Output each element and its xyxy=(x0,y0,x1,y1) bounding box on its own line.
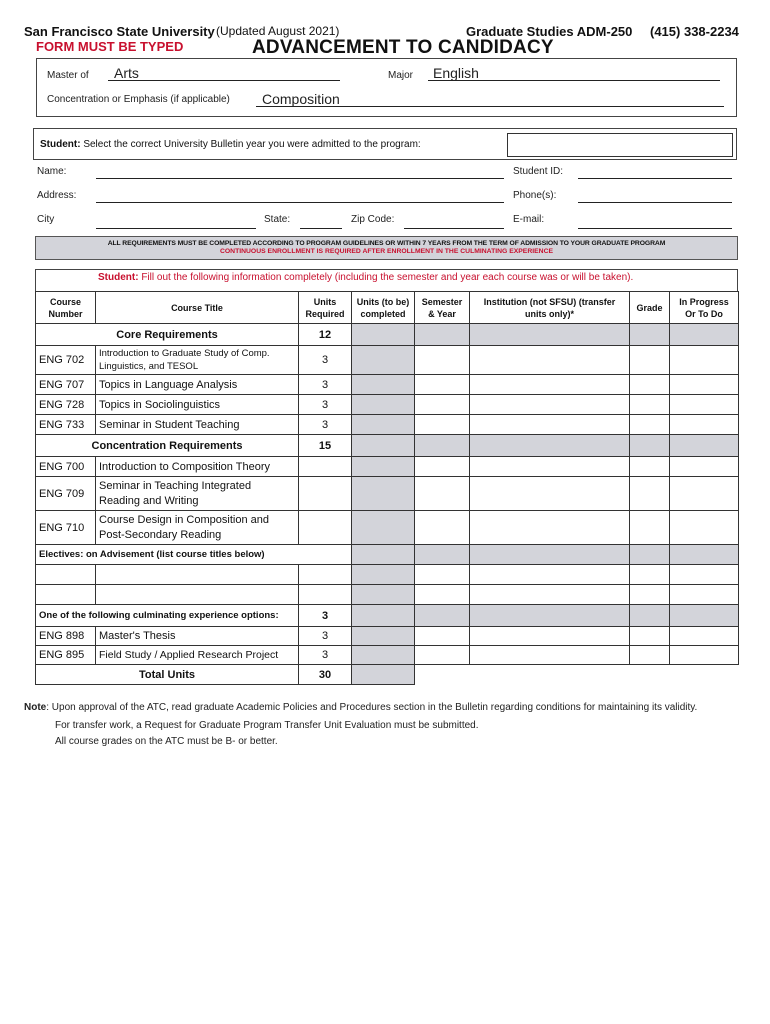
units-completed-cell[interactable] xyxy=(352,511,415,545)
culminating-units: 3 xyxy=(299,605,352,627)
units-completed-cell[interactable] xyxy=(352,395,415,415)
course-title: Master's Thesis xyxy=(96,627,299,646)
table-row xyxy=(36,346,739,375)
units-required xyxy=(299,457,352,477)
gray-cell xyxy=(352,545,415,565)
course-number: ENG 895 xyxy=(36,646,96,665)
course-number: ENG 733 xyxy=(36,415,96,435)
semester-cell[interactable] xyxy=(415,395,470,415)
in-progress-cell[interactable] xyxy=(670,395,739,415)
program-box xyxy=(36,58,737,117)
grade-cell[interactable] xyxy=(630,457,670,477)
gray-cell xyxy=(470,324,630,346)
in-progress-cell[interactable] xyxy=(670,375,739,395)
student-id-label: Student ID: xyxy=(513,166,564,177)
note-text: : Upon approval of the ATC, read graduate Academic Policies and Procedures section in the Bulletin regarding conditions for maintaining its validity. xyxy=(46,702,698,713)
institution-cell[interactable] xyxy=(470,375,630,395)
units-required: 3 xyxy=(299,627,352,646)
master-of-line xyxy=(108,80,340,81)
units-completed-cell[interactable] xyxy=(352,585,415,605)
units-completed-cell[interactable] xyxy=(352,457,415,477)
gray-cell xyxy=(415,435,470,457)
city-label: City xyxy=(37,214,55,225)
phone-label: Phone(s): xyxy=(513,190,557,201)
in-progress-cell[interactable] xyxy=(670,415,739,435)
units-completed-cell[interactable] xyxy=(352,477,415,511)
banner-line-1: ALL REQUIREMENTS MUST BE COMPLETED ACCORDING TO PROGRAM GUIDELINES OR WITHIN 7 YEARS FROM THE TERM OF ADMISSION TO YOUR GRADUATE PROGRAM xyxy=(107,240,666,247)
culminating-section-row xyxy=(36,605,739,627)
in-progress-cell[interactable] xyxy=(670,646,739,665)
course-title: Seminar in Teaching Integrated Reading and Writing xyxy=(96,477,299,511)
course-title: Course Design in Composition and Post-Secondary Reading xyxy=(96,511,299,545)
course-number: ENG 898 xyxy=(36,627,96,646)
gray-cell xyxy=(352,324,415,346)
units-required: 3 xyxy=(299,375,352,395)
semester-cell[interactable] xyxy=(415,627,470,646)
institution-cell[interactable] xyxy=(470,585,630,605)
header-course-number: Course Number xyxy=(36,292,96,324)
requirements-banner xyxy=(35,236,738,260)
semester-cell[interactable] xyxy=(415,477,470,511)
banner-line-2: CONTINUOUS ENROLLMENT IS REQUIRED AFTER ENROLLMENT IN THE CULMINATING EXPERIENCE xyxy=(219,248,554,255)
total-units-value: 30 xyxy=(299,665,352,685)
address-field[interactable] xyxy=(96,202,504,203)
instruction-student-label: Student: xyxy=(98,272,139,283)
institution-cell[interactable] xyxy=(470,565,630,585)
courses-table xyxy=(35,291,739,685)
instruction-text: Fill out the following information completely (including the semester and year each course was or will be taken). xyxy=(141,272,634,283)
institution-cell[interactable] xyxy=(470,646,630,665)
table-row xyxy=(36,511,739,545)
header-course-title: Course Title xyxy=(96,292,299,324)
in-progress-cell[interactable] xyxy=(670,457,739,477)
bulletin-year-input[interactable] xyxy=(507,133,733,157)
gray-cell xyxy=(470,605,630,627)
major-label: Major xyxy=(388,70,414,81)
culminating-title: One of the following culminating experience options: xyxy=(36,605,299,627)
units-required: 3 xyxy=(299,395,352,415)
table-row xyxy=(36,457,739,477)
course-number: ENG 710 xyxy=(36,511,96,545)
institution-cell[interactable] xyxy=(470,511,630,545)
electives-section-row xyxy=(36,545,739,565)
semester-cell[interactable] xyxy=(415,457,470,477)
concentration-section-row xyxy=(36,435,739,457)
concentration-requirements-title: Concentration Requirements xyxy=(36,435,299,457)
institution-cell[interactable] xyxy=(470,477,630,511)
elective-row xyxy=(36,585,739,605)
institution-cell[interactable] xyxy=(470,415,630,435)
semester-cell[interactable] xyxy=(415,415,470,435)
course-number: ENG 700 xyxy=(36,457,96,477)
zip-label: Zip Code: xyxy=(351,214,395,225)
elective-units-cell[interactable] xyxy=(299,565,352,585)
units-completed-cell[interactable] xyxy=(352,346,415,375)
major-line xyxy=(428,80,720,81)
course-title: Seminar in Student Teaching xyxy=(96,415,299,435)
student-id-field[interactable] xyxy=(578,178,732,179)
table-row xyxy=(36,395,739,415)
office-phone: (415) 338-2234 xyxy=(650,24,739,39)
table-row xyxy=(36,627,739,646)
gray-cell xyxy=(352,605,415,627)
concentration-field[interactable]: Composition xyxy=(262,91,340,107)
grade-cell[interactable] xyxy=(630,346,670,375)
core-section-row xyxy=(36,324,739,346)
electives-title: Electives: on Advisement (list course titles below) xyxy=(36,545,352,565)
email-field[interactable] xyxy=(578,228,732,229)
header-units-completed: Units (to be) completed xyxy=(352,292,415,324)
university-name: San Francisco State University xyxy=(24,24,215,39)
note-label: Note xyxy=(24,702,47,713)
grade-cell[interactable] xyxy=(630,585,670,605)
concentration-units: 15 xyxy=(299,435,352,457)
course-number: ENG 702 xyxy=(36,346,96,375)
semester-cell[interactable] xyxy=(415,346,470,375)
master-of-field[interactable]: Arts xyxy=(114,65,139,81)
course-number: ENG 728 xyxy=(36,395,96,415)
gray-cell xyxy=(630,435,670,457)
header-in-progress: In Progress Or To Do xyxy=(670,292,739,324)
table-row xyxy=(36,415,739,435)
state-field[interactable] xyxy=(300,228,342,229)
master-of-label: Master of xyxy=(47,70,89,81)
in-progress-cell[interactable] xyxy=(670,346,739,375)
elective-number-cell[interactable] xyxy=(36,585,96,605)
units-completed-cell[interactable] xyxy=(352,375,415,395)
name-field[interactable] xyxy=(96,178,504,179)
course-title: Introduction to Graduate Study of Comp. Linguistics, and TESOL xyxy=(96,346,299,375)
course-title: Field Study / Applied Research Project xyxy=(96,646,299,665)
gray-cell xyxy=(670,545,739,565)
total-units-completed[interactable] xyxy=(352,665,415,685)
gray-cell xyxy=(630,545,670,565)
gray-cell xyxy=(670,435,739,457)
grade-cell[interactable] xyxy=(630,627,670,646)
grade-cell[interactable] xyxy=(630,395,670,415)
in-progress-cell[interactable] xyxy=(670,477,739,511)
elective-title-cell[interactable] xyxy=(96,585,299,605)
transfer-note: For transfer work, a Request for Graduate Program Transfer Unit Evaluation must be submitted. xyxy=(55,720,479,731)
gray-cell xyxy=(630,324,670,346)
in-progress-cell[interactable] xyxy=(670,511,739,545)
semester-cell[interactable] xyxy=(415,585,470,605)
bulletin-instruction xyxy=(40,139,421,150)
city-field[interactable] xyxy=(96,228,256,229)
course-title: Introduction to Composition Theory xyxy=(96,457,299,477)
course-number: ENG 707 xyxy=(36,375,96,395)
address-label: Address: xyxy=(37,190,77,201)
header-grade: Grade xyxy=(630,292,670,324)
bulletin-text: Select the correct University Bulletin year you were admitted to the program: xyxy=(83,139,421,150)
total-spacer xyxy=(415,665,739,685)
gray-cell xyxy=(670,324,739,346)
units-required: 3 xyxy=(299,415,352,435)
institution-cell[interactable] xyxy=(470,627,630,646)
semester-cell[interactable] xyxy=(415,511,470,545)
grade-cell[interactable] xyxy=(630,477,670,511)
total-row xyxy=(36,665,739,685)
gray-cell xyxy=(352,435,415,457)
units-completed-cell[interactable] xyxy=(352,415,415,435)
in-progress-cell[interactable] xyxy=(670,627,739,646)
zip-field[interactable] xyxy=(404,228,504,229)
fill-instruction xyxy=(98,272,633,283)
units-completed-cell[interactable] xyxy=(352,646,415,665)
grade-cell[interactable] xyxy=(630,375,670,395)
office-code: Graduate Studies ADM-250 xyxy=(466,24,633,39)
state-label: State: xyxy=(264,214,291,225)
header-units-required: Units Required xyxy=(299,292,352,324)
gray-cell xyxy=(415,545,470,565)
phone-field[interactable] xyxy=(578,202,732,203)
grade-cell[interactable] xyxy=(630,646,670,665)
concentration-line xyxy=(256,106,724,107)
grade-cell[interactable] xyxy=(630,565,670,585)
email-label: E-mail: xyxy=(513,214,545,225)
semester-cell[interactable] xyxy=(415,565,470,585)
elective-title-cell[interactable] xyxy=(96,565,299,585)
gray-cell xyxy=(470,435,630,457)
semester-cell[interactable] xyxy=(415,375,470,395)
units-required xyxy=(299,477,352,511)
grade-cell[interactable] xyxy=(630,511,670,545)
institution-cell[interactable] xyxy=(470,346,630,375)
core-requirements-title: Core Requirements xyxy=(36,324,299,346)
grade-cell[interactable] xyxy=(630,415,670,435)
course-number: ENG 709 xyxy=(36,477,96,511)
elective-number-cell[interactable] xyxy=(36,565,96,585)
grades-note: All course grades on the ATC must be B- or better. xyxy=(55,736,278,747)
concentration-label: Concentration or Emphasis (if applicable) xyxy=(47,94,230,105)
bulletin-student-label: Student: xyxy=(40,139,81,150)
units-required: 3 xyxy=(299,646,352,665)
total-units-label: Total Units xyxy=(36,665,299,685)
units-required: 3 xyxy=(299,346,352,375)
table-row xyxy=(36,477,739,511)
in-progress-cell[interactable] xyxy=(670,565,739,585)
gray-cell xyxy=(415,324,470,346)
header-semester: Semester & Year xyxy=(415,292,470,324)
units-completed-cell[interactable] xyxy=(352,565,415,585)
elective-row xyxy=(36,565,739,585)
gray-cell xyxy=(670,605,739,627)
table-header-row xyxy=(36,292,739,324)
course-title: Topics in Sociolinguistics xyxy=(96,395,299,415)
semester-cell[interactable] xyxy=(415,646,470,665)
major-field[interactable]: English xyxy=(433,65,479,81)
institution-cell[interactable] xyxy=(470,457,630,477)
form-title: ADVANCEMENT TO CANDIDACY xyxy=(252,37,554,58)
institution-cell[interactable] xyxy=(470,395,630,415)
elective-units-cell[interactable] xyxy=(299,585,352,605)
gray-cell xyxy=(630,605,670,627)
core-units: 12 xyxy=(299,324,352,346)
updated-date: (Updated August 2021) xyxy=(216,24,340,38)
form-must-be-typed: FORM MUST BE TYPED xyxy=(36,39,184,54)
note-line xyxy=(24,702,697,713)
units-completed-cell[interactable] xyxy=(352,627,415,646)
in-progress-cell[interactable] xyxy=(670,585,739,605)
units-required xyxy=(299,511,352,545)
gray-cell xyxy=(470,545,630,565)
table-row xyxy=(36,646,739,665)
name-label: Name: xyxy=(37,166,67,177)
header-institution: Institution (not SFSU) (transfer units only)* xyxy=(470,292,630,324)
table-row xyxy=(36,375,739,395)
gray-cell xyxy=(415,605,470,627)
course-title: Topics in Language Analysis xyxy=(96,375,299,395)
